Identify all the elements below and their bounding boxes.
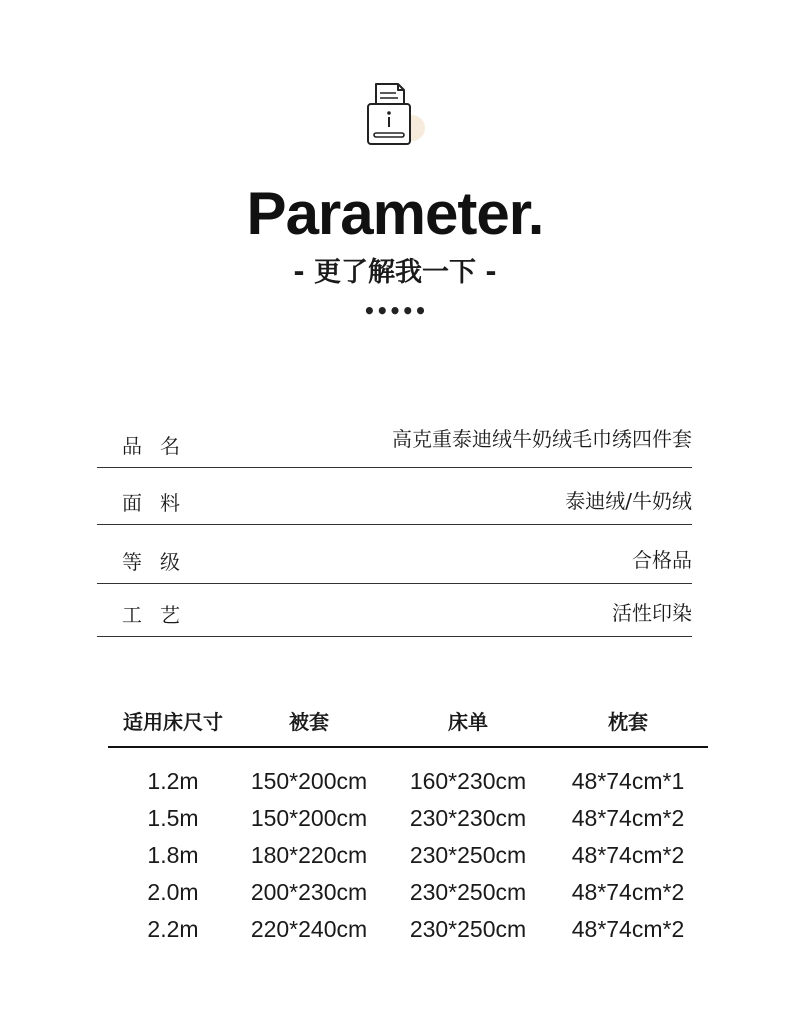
param-label: 等级 [122,550,198,574]
cell-bed-sheet: 230*230cm [409,805,527,831]
cell-duvet-cover: 220*240cm [250,916,368,942]
header-duvet-cover: 被套 [289,710,329,734]
cell-pillowcase: 48*74cm*2 [571,879,685,905]
cell-duvet-cover: 150*200cm [250,805,368,831]
param-value: 活性印染 [612,601,692,625]
cell-pillowcase: 48*74cm*2 [571,805,685,831]
cell-duvet-cover: 200*230cm [250,879,368,905]
param-row-name [97,412,692,468]
param-label: 面料 [122,491,198,515]
header-pillowcase: 枕套 [608,710,648,734]
document-info-icon [362,80,428,150]
cell-pillowcase: 48*74cm*1 [571,768,685,794]
table-row [108,840,708,877]
cell-bed-size: 1.2m [147,768,199,794]
cell-bed-sheet: 230*250cm [409,916,527,942]
table-row [108,877,708,914]
size-table-body [108,766,708,951]
cell-bed-size: 2.0m [147,879,199,905]
cell-bed-sheet: 230*250cm [409,879,527,905]
header-bed-sheet: 床单 [448,710,488,734]
cell-duvet-cover: 180*220cm [250,842,368,868]
table-row [108,766,708,803]
page-subtitle: - 更了解我一下 - [293,257,497,288]
cell-bed-size: 1.8m [147,842,199,868]
cell-bed-sheet: 230*250cm [409,842,527,868]
cell-pillowcase: 48*74cm*2 [571,842,685,868]
size-table-header [108,700,708,748]
table-row [108,914,708,951]
decorative-dots: ••••• [363,299,427,323]
table-row [108,803,708,840]
header-bed-size: 适用床尺寸 [123,710,223,734]
cell-pillowcase: 48*74cm*2 [571,916,685,942]
param-row-craft [97,583,692,637]
cell-duvet-cover: 150*200cm [250,768,368,794]
param-label: 工艺 [122,603,198,627]
param-value: 合格品 [632,548,692,572]
cell-bed-sheet: 160*230cm [409,768,527,794]
size-table [108,700,708,951]
param-row-fabric [97,467,692,525]
cell-bed-size: 1.5m [147,805,199,831]
param-value: 高克重泰迪绒牛奶绒毛巾绣四件套 [392,427,692,451]
param-label: 品名 [122,434,198,458]
param-row-grade [97,524,692,584]
cell-bed-size: 2.2m [147,916,199,942]
param-value: 泰迪绒/牛奶绒 [565,489,692,513]
page-title: Parameter. [246,180,544,247]
